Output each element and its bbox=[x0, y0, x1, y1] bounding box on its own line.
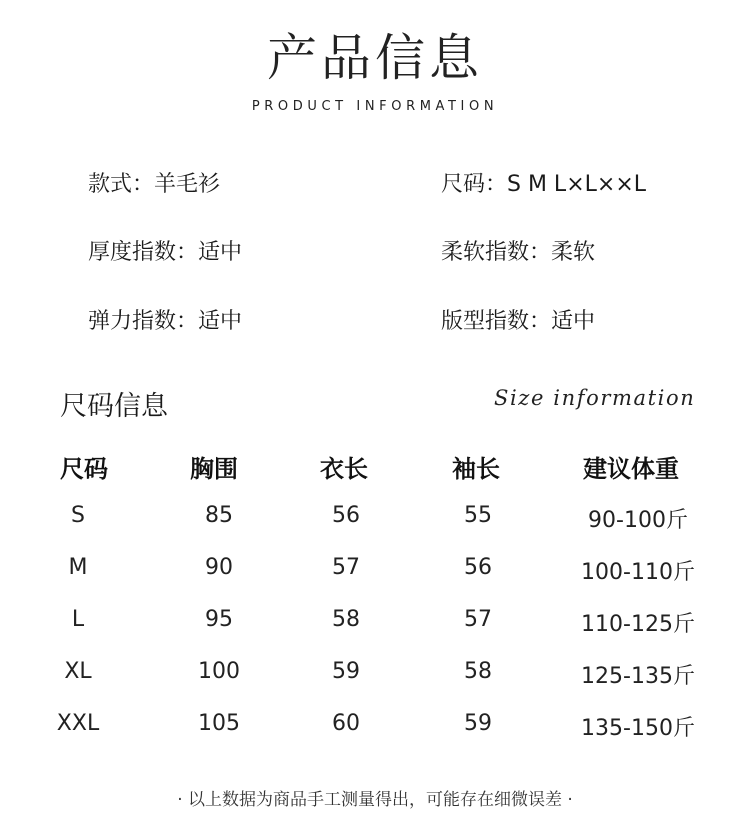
cell-length: 57 bbox=[332, 555, 360, 580]
cell-length: 59 bbox=[332, 659, 360, 684]
attr-softness: 柔软指数：柔软 bbox=[441, 240, 596, 265]
page-title: 产品信息 bbox=[267, 29, 483, 87]
cell-chest: 90 bbox=[205, 555, 233, 580]
cell-length: 56 bbox=[332, 503, 360, 528]
cell-sleeve: 56 bbox=[464, 555, 492, 580]
attr-thickness: 厚度指数：适中 bbox=[88, 240, 243, 265]
cell-size: XL bbox=[64, 659, 92, 684]
table-header-chest: 胸围 bbox=[190, 455, 238, 483]
attr-fit: 版型指数：适中 bbox=[441, 309, 596, 334]
cell-sleeve: 57 bbox=[464, 607, 492, 632]
cell-weight: 90-100斤 bbox=[588, 508, 688, 533]
cell-sleeve: 58 bbox=[464, 659, 492, 684]
page-subtitle: PRODUCT INFORMATION bbox=[251, 99, 499, 114]
cell-size: L bbox=[71, 607, 85, 632]
table-header-sleeve: 袖长 bbox=[452, 455, 500, 483]
size-section-title: 尺码信息 bbox=[60, 391, 168, 422]
cell-length: 58 bbox=[332, 607, 360, 632]
size-section-subtitle: Size information bbox=[494, 386, 696, 410]
table-header-size: 尺码 bbox=[60, 455, 108, 483]
table-header-weight: 建议体重 bbox=[583, 455, 679, 483]
cell-weight: 135-150斤 bbox=[581, 716, 695, 741]
cell-weight: 125-135斤 bbox=[581, 664, 695, 689]
cell-chest: 85 bbox=[205, 503, 233, 528]
attr-style: 款式：羊毛衫 bbox=[88, 172, 221, 197]
attr-elasticity: 弹力指数：适中 bbox=[88, 309, 243, 334]
cell-chest: 105 bbox=[198, 711, 240, 736]
table-header-length: 衣长 bbox=[320, 455, 368, 483]
measurement-footnote: · 以上数据为商品手工测量得出，可能存在细微误差 · bbox=[177, 790, 573, 810]
cell-sleeve: 55 bbox=[464, 503, 492, 528]
cell-weight: 110-125斤 bbox=[581, 612, 695, 637]
cell-chest: 95 bbox=[205, 607, 233, 632]
cell-chest: 100 bbox=[198, 659, 240, 684]
cell-sleeve: 59 bbox=[464, 711, 492, 736]
cell-size: M bbox=[68, 555, 88, 580]
cell-weight: 100-110斤 bbox=[581, 560, 695, 585]
cell-size: S bbox=[71, 503, 85, 528]
cell-size: XXL bbox=[56, 711, 100, 736]
attr-sizes: 尺码：S M L×L××L bbox=[441, 172, 647, 197]
cell-length: 60 bbox=[332, 711, 360, 736]
